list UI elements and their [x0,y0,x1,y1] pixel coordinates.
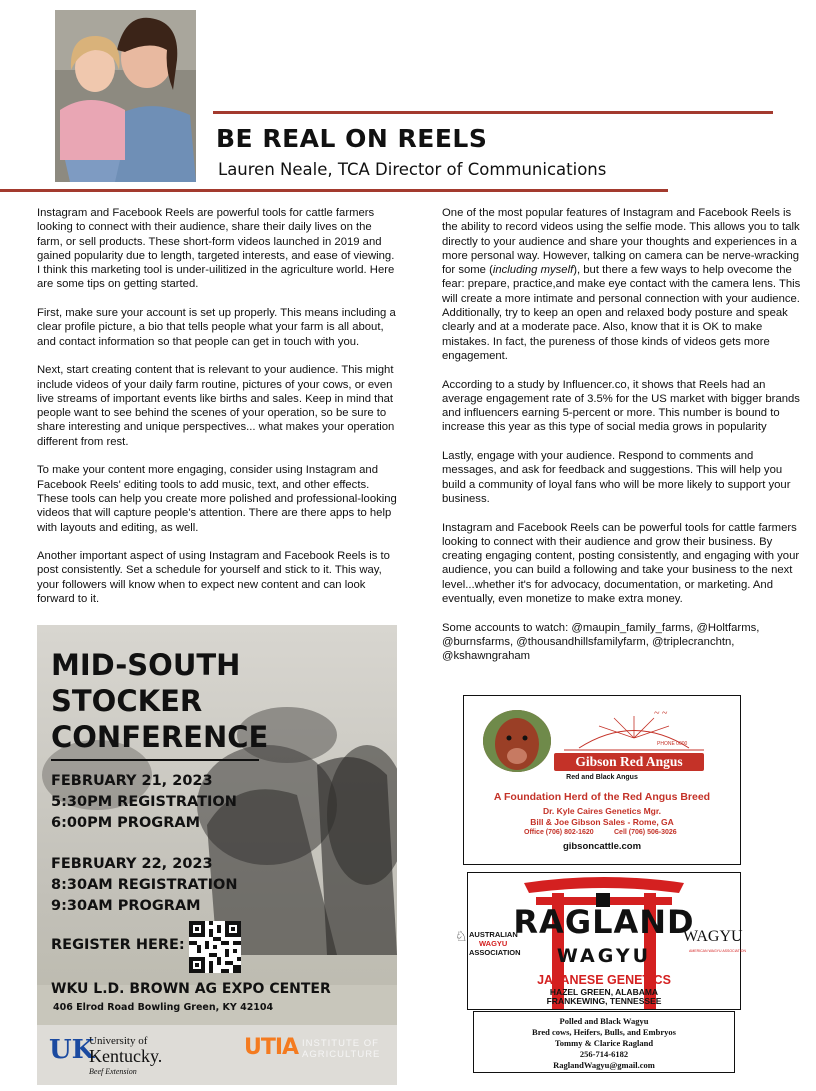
uk-logo [49,1033,189,1077]
american-wagyu-logo [683,928,755,962]
poster-title-line: CONFERENCE [51,720,269,754]
venue-name: WKU L.D. BROWN AG EXPO CENTER [51,981,331,997]
uk-name-line2: Kentucky. [89,1046,163,1066]
phone-label: PHONE 0000 [657,741,688,747]
poster-time: 6:00PM PROGRAM [51,815,201,831]
paragraph: To make your content more engaging, consider using Instagram and Facebook Reels' editing tools to add music, text, and other effects. These tools can help you create more polished and professional-looking videos that will capture people's attention. There are there apps to help with layouts and editing, as well. [37,464,397,534]
gibson-banner: Gibson Red Angus [554,753,704,771]
paragraph [442,206,804,363]
poster-time: 9:30AM PROGRAM [51,898,201,914]
register-label: REGISTER HERE: [51,937,185,953]
article-title: BE REAL ON REELS [216,124,488,153]
poster-date: FEBRUARY 22, 2023 [51,856,213,872]
poster-time: 8:30AM REGISTRATION [51,877,238,893]
signature-mark: ~ ~ [654,708,668,719]
uk-name-line1: University of [89,1035,148,1047]
ut-logo-line2: AGRICULTURE [302,1049,381,1060]
header-rule-top [213,111,773,114]
ragland-info-line: Bred cows, Heifers, Bulls, and Embryos [532,1027,676,1037]
aus-logo-line3: ASSOCIATION [469,948,521,957]
ragland-location1: HAZEL GREEN, ALABAMA [549,987,659,997]
paragraph: Lastly, engage with your audience. Respond to comments and messages, and ask for feedback and suggestions. This will help you build a community of loyal fans who will be more likely to support your business. [442,450,791,505]
ragland-wagyu: WAGYU [556,945,652,967]
paragraph: First, make sure your account is set up properly. This means including a clear profile picture, a bio that tells people what your farm is all about, and contact information so that people can get in touch with you. [37,307,396,348]
article-column-right [442,206,804,678]
gibson-red-angus-ad [463,695,741,865]
poster-divider [51,759,259,761]
gibson-cell-phone: Cell (706) 506-3026 [614,829,677,836]
australian-wagyu-logo [455,924,525,964]
paragraph: According to a study by Influencer.co, it shows that Reels had an average engagement rate of 3.5% for the US market with bigger brands and influencers earning 5-percent or more. This number is bound to increase this year as this type of social media grows in popularity [442,378,800,434]
aus-logo-line2: WAGYU [479,939,508,948]
ragland-info-box [473,1011,735,1073]
awa-logo-text: WAGYU [683,928,743,945]
author-photo [55,10,196,182]
ragland-info-line: Polled and Black Wagyu [559,1016,649,1026]
ut-logo-icon: UTIA [244,1035,299,1060]
ut-logo-line1: INSTITUTE OF [302,1038,379,1049]
uk-subtitle: Beef Extension [89,1067,137,1076]
gibson-sales: Bill & Joe Gibson Sales - Rome, GA [530,817,674,827]
conference-poster [37,625,397,1085]
cow-photo [483,710,551,772]
poster-date: FEBRUARY 21, 2023 [51,773,213,789]
poster-time: 5:30PM REGISTRATION [51,794,237,810]
ragland-info-line: Tommy & Clarice Ragland [554,1038,654,1048]
gibson-headline: A Foundation Herd of the Red Angus Breed [493,791,711,803]
bull-icon: ♘ [455,928,468,944]
poster-title-line: STOCKER [51,684,203,718]
ragland-genetics: JAPANESE GENETICS [537,973,671,987]
emphasis-text: including myself [492,264,574,277]
gibson-office-phone: Office (706) 802-1620 [524,829,594,836]
gibson-website[interactable]: gibsoncattle.com [562,841,642,852]
header-rule-bottom [0,189,668,192]
ragland-location2: FRANKEWING, TENNESSEE [546,996,662,1006]
paragraph: Next, start creating content that is relevant to your audience. This might include videos of your daily farm routine, pictures of your cows, or even live streams of important events like births and sales. Keep in mind that people want to see behind the scenes of your operation, so be sure to share interesting and unique perspectives... what makes your operation different from rest. [37,364,395,448]
ragland-name: RAGLAND [513,903,695,941]
article-byline: Lauren Neale, TCA Director of Communications [218,160,607,179]
ut-ag-logo [244,1035,394,1065]
gibson-subtitle: Red and Black Angus [566,774,638,781]
paragraph: Another important aspect of using Instagram and Facebook Reels is to post consistently. Set a schedule for yourself and stick to it. This way, your followers will know when to expect new content and can look forward to it. [37,550,390,606]
aus-logo-line1: AUSTRALIAN [469,930,518,939]
ragland-phone: 256-714-6182 [579,1049,629,1059]
paragraph: Instagram and Facebook Reels can be powerful tools for cattle farmers looking to connect with their audience and grow their business. By creating engaging content, posting consistently, and engaging with your audience, you can build a following and take your business to the next level...whether it's for advocacy, documentation, or marketing. And eventually, even monetize to make extra money. [442,521,800,606]
paragraph: Some accounts to watch: @maupin_family_farms, @Holtfarms, @burnsfarms, @thousandhillsfamilyfarm, @triplecranchtn, @kshawngraham [442,621,760,663]
paragraph: Instagram and Facebook Reels are powerful tools for cattle farmers looking to connect with their audience, share their daily lives on the farm, or sell products. These short-form videos launched in 2019 and gained popularity due to length, targeted interests, and ease of viewing. I think this marketing tool is under-uilitized in the agriculture world. Here are some tips on getting started. [37,207,395,291]
paragraph-text: One of the most popular features of Instagram and Facebook Reels is the ability to record videos using the selfie mode. This allows you to talk directly to your audience and share your thoughts and experiences in a more personal way. However, talking on camera can be nerve-wracking for some ( [442,207,800,277]
ragland-email[interactable]: RaglandWagyu@gmail.com [553,1060,655,1070]
uk-logo-icon: UK [49,1035,95,1065]
venue-address: 406 Elrod Road Bowling Green, KY 42104 [53,1002,274,1013]
gibson-manager: Dr. Kyle Caires Genetics Mgr. [542,806,662,816]
awa-logo-sub: AMERICAN WAGYU ASSOCIATION [689,949,746,953]
qr-code-icon[interactable] [189,921,241,973]
paragraph-text: ), but there a few ways to help ovecome the fear: prepare, practice,and make eye contact with the camera lens. This will create a more intimate and personal connection with your audience. Additionally, try to keep an open and relaxed body posture and speak clearly and at a moderate pace. Also, know that it is OK to make mistakes. In fact, the pureness of those kinds of videos gets more engagement. [442,264,801,362]
poster-title-line: MID-SOUTH [51,648,241,682]
article-column-left [37,206,399,621]
